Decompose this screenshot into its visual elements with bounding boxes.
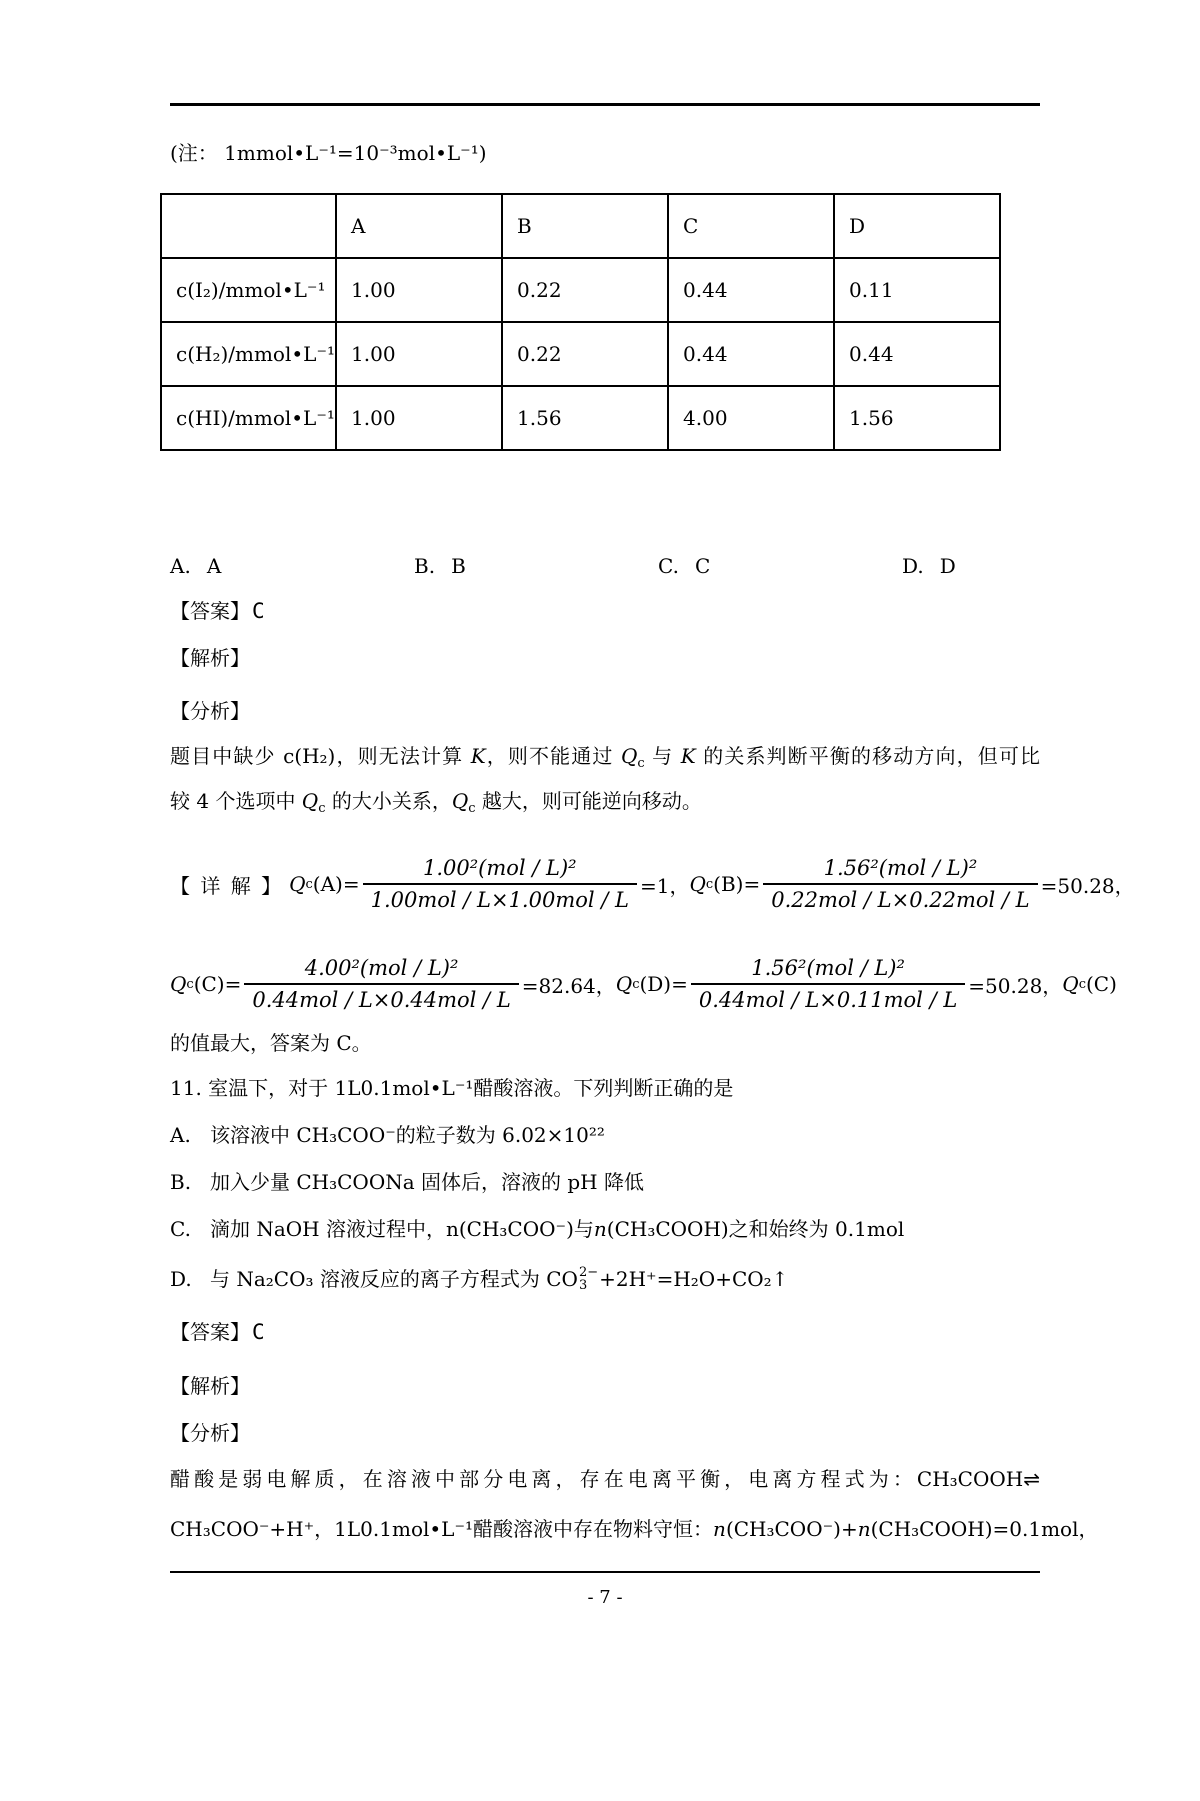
formula-qc-c-tail: [1062, 972, 1117, 996]
choice-value: A: [206, 554, 222, 578]
carbonate-charge-stack: [579, 1266, 598, 1292]
cell: 1.00: [336, 322, 502, 386]
cell: 0.44: [668, 258, 834, 322]
text: 与: [644, 744, 681, 768]
text: 醋酸是弱电解质，在溶液中部分电离，存在电离平衡，电离方程式为：CH₃COOH: [170, 1467, 1024, 1491]
table-row: [161, 386, 1000, 450]
formula-open: (C): [1085, 972, 1117, 996]
italic-q: Q: [689, 872, 706, 896]
q10-choice-a: [170, 551, 414, 581]
numerator: 1.56²(mol / L)²: [763, 856, 1037, 885]
italic-q: Q: [289, 872, 306, 896]
cell: 1.56: [502, 386, 668, 450]
fraction: [691, 956, 965, 1012]
q10-fenxi-label: 【分析】: [170, 699, 250, 723]
table-header-row: [161, 194, 1000, 258]
q11-option-d: [170, 1258, 1040, 1300]
stack-superscript: 2−: [578, 1265, 599, 1280]
italic-k: K: [680, 744, 696, 768]
cell: 1.56: [834, 386, 1000, 450]
italic-q: Q: [301, 789, 319, 813]
top-rule: [170, 103, 1040, 106]
formula-open: (D)=: [639, 972, 688, 996]
option-text: 该溶液中 CH₃COO⁻的粒子数为 6.02×10²²: [210, 1123, 605, 1147]
choice-key: A.: [170, 554, 191, 578]
formula-open: (B)=: [713, 872, 761, 896]
row-label: c(HI)/mmol•L⁻¹: [161, 386, 336, 450]
q-subscript: c: [186, 976, 194, 992]
fraction: [244, 956, 518, 1012]
option-key: C.: [170, 1217, 191, 1241]
table-row: [161, 322, 1000, 386]
header-cell-c: C: [668, 194, 834, 258]
cell: 0.22: [502, 258, 668, 322]
cell: 0.44: [668, 322, 834, 386]
q10-choice-b: [414, 551, 658, 581]
italic-n: n: [713, 1517, 726, 1541]
q10-detail-formula-row-2: [170, 942, 1117, 1026]
option-text: +2H⁺=H₂O+CO₂↑: [599, 1267, 789, 1291]
q11-analysis-line2: [170, 1514, 1099, 1544]
formula-result: =1，: [639, 873, 690, 898]
italic-q: Q: [1062, 972, 1079, 996]
answer-letter: C: [252, 599, 265, 623]
numerator: 1.56²(mol / L)²: [691, 956, 965, 985]
q-subscript: c: [468, 801, 476, 816]
italic-q: Q: [620, 744, 638, 768]
q11-option-c: [170, 1214, 1040, 1244]
q10-answer-line: [170, 595, 1040, 627]
text: ，则不能通过: [485, 744, 621, 768]
choice-key: D.: [902, 554, 924, 578]
answer-label: 【答案】: [170, 1320, 250, 1344]
cell: 0.44: [834, 322, 1000, 386]
text: 的关系判断平衡的移动方向，但可比: [695, 744, 1041, 768]
q-subscript: c: [705, 876, 714, 892]
text: 越大，则可能逆向移动。: [475, 789, 702, 813]
formula-qc-b: [689, 856, 1134, 912]
q11-option-a: [170, 1120, 1040, 1150]
table-row: [161, 258, 1000, 322]
formula-open: (C)=: [193, 972, 242, 996]
option-text: 滴加 NaOH 溶液过程中，n(CH₃COO⁻)与: [210, 1217, 594, 1241]
text: CH₃COO⁻+H⁺，1L0.1mol•L⁻¹醋酸溶液中存在物料守恒：: [170, 1517, 714, 1541]
answer-letter: C: [252, 1320, 265, 1344]
q11-option-b: [170, 1167, 1040, 1197]
choice-key: C.: [658, 554, 679, 578]
italic-q: Q: [170, 972, 187, 996]
choice-value: D: [939, 554, 956, 578]
header-cell-d: D: [834, 194, 1000, 258]
option-text: 加入少量 CH₃COONa 固体后，溶液的 pH 降低: [210, 1170, 644, 1194]
header-cell-b: B: [502, 194, 668, 258]
row-label: c(H₂)/mmol•L⁻¹: [161, 322, 336, 386]
q-subscript: c: [632, 976, 640, 992]
denominator: 0.22mol / L×0.22mol / L: [771, 888, 1030, 912]
q10-choices: [170, 551, 1040, 581]
q-subscript: c: [637, 756, 645, 771]
numerator: 1.00²(mol / L)²: [363, 856, 637, 885]
option-key: B.: [170, 1170, 192, 1194]
page: [0, 103, 1200, 1611]
q10-analysis-line2: [170, 786, 1040, 816]
cell: 1.00: [336, 386, 502, 450]
q11-stem: 11. 室温下，对于 1L0.1mol•L⁻¹醋酸溶液。下列判断正确的是: [170, 1076, 734, 1100]
formula-result: =82.64，: [521, 973, 616, 998]
cell: 0.11: [834, 258, 1000, 322]
cell: 0.22: [502, 322, 668, 386]
denominator: 0.44mol / L×0.11mol / L: [698, 988, 958, 1012]
formula-qc-d: [616, 956, 1063, 1012]
bottom-rule: [170, 1571, 1040, 1573]
option-text: 与 Na₂CO₃ 溶液反应的离子方程式为 CO: [210, 1267, 578, 1291]
formula-result: =50.28，: [1040, 873, 1135, 898]
italic-n: n: [593, 1217, 607, 1241]
q-subscript: c: [318, 801, 326, 816]
numerator: 4.00²(mol / L)²: [244, 956, 518, 985]
option-key: A.: [170, 1123, 191, 1147]
concentration-table: [160, 193, 1001, 451]
italic-n: n: [857, 1517, 871, 1541]
page-number: - 7 -: [587, 1587, 623, 1608]
italic-q: Q: [451, 789, 469, 813]
q10-choice-c: [658, 551, 902, 581]
italic-q: Q: [615, 972, 633, 996]
stack-subscript: 3: [578, 1278, 588, 1293]
denominator: 0.44mol / L×0.44mol / L: [252, 988, 511, 1012]
q-subscript: c: [1078, 976, 1086, 992]
row-label: c(I₂)/mmol•L⁻¹: [161, 258, 336, 322]
text: 较 4 个选项中: [170, 789, 302, 813]
formula-open: (A)=: [312, 872, 360, 896]
option-text: (CH₃COOH)之和始终为 0.1mol: [606, 1217, 905, 1241]
denominator: 1.00mol / L×1.00mol / L: [370, 888, 629, 912]
text: (CH₃COO⁻)+: [725, 1517, 858, 1541]
detail-label: 【 详 解 】: [170, 873, 284, 898]
header-cell-a: A: [336, 194, 502, 258]
formula-qc-c: [170, 956, 616, 1012]
cell: 1.00: [336, 258, 502, 322]
text: 的大小关系，: [325, 789, 452, 813]
fraction: [363, 856, 637, 912]
choice-value: B: [451, 554, 466, 578]
q11-jiexi-label: 【解析】: [170, 1374, 250, 1398]
cell: 4.00: [668, 386, 834, 450]
q11-answer-line: [170, 1316, 1040, 1348]
text: 题目中缺少 c(H₂)，则无法计算: [170, 744, 471, 768]
italic-k: K: [470, 744, 486, 768]
header-cell-blank: [161, 194, 336, 258]
unit-note: (注： 1mmol•L⁻¹=10⁻³mol•L⁻¹): [170, 141, 487, 165]
formula-result: =50.28，: [968, 973, 1063, 998]
option-key: D.: [170, 1267, 192, 1291]
choice-value: C: [694, 554, 711, 578]
formula-qc-a: [170, 856, 689, 912]
fraction: [763, 856, 1037, 912]
q10-jiexi-label: 【解析】: [170, 646, 250, 670]
choice-key: B.: [414, 554, 436, 578]
q11-fenxi-label: 【分析】: [170, 1421, 250, 1445]
q-subscript: c: [305, 876, 313, 892]
q10-analysis-line1: [170, 741, 1040, 771]
q10-detail-formula-row-1: [170, 842, 1135, 926]
q11-analysis-line1: [170, 1464, 1040, 1494]
equilibrium-arrow: ⇌: [1023, 1467, 1040, 1491]
q10-choice-d: [902, 551, 1040, 581]
q10-conclusion: 的值最大，答案为 C。: [170, 1031, 372, 1055]
answer-label: 【答案】: [170, 599, 250, 623]
text: (CH₃COOH)=0.1mol，: [870, 1517, 1099, 1541]
